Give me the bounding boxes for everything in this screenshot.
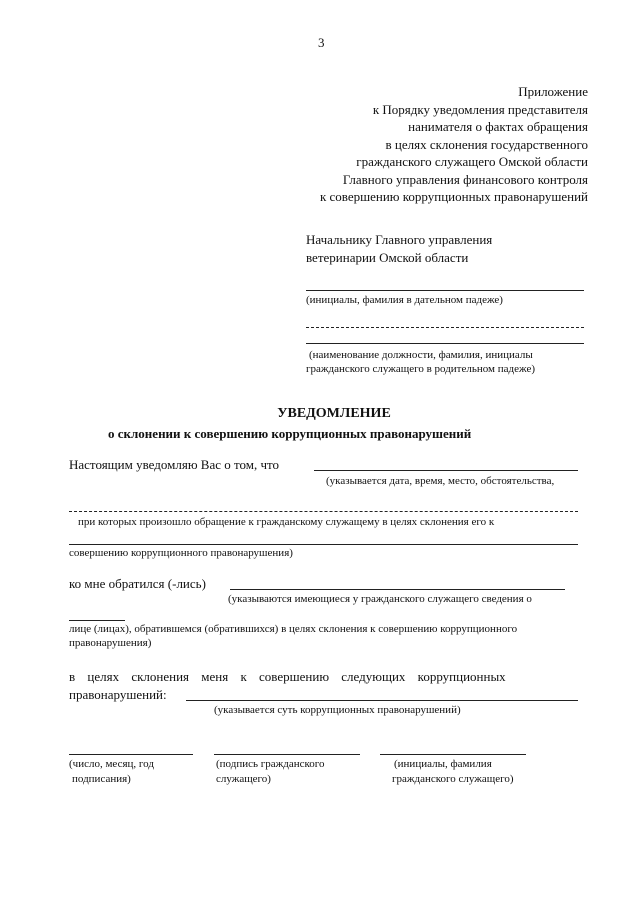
circumstances-line-2 [69,511,578,512]
addressee-line-2: ветеринарии Омской области [306,250,469,265]
circumstances-line-3 [69,544,578,545]
name-line [380,754,526,755]
approacher-hint: (указываются имеющиеся у гражданского служащего сведения о [228,593,532,605]
appendix-line: гражданского служащего Омской области [356,154,588,169]
circumstances-hint: (указывается дата, время, место, обстоятельства, [326,475,555,487]
approached-by-label: ко мне обратился (-лись) [69,576,206,591]
addressee-position-line-1 [306,327,584,328]
approacher-line-2 [69,620,125,621]
document-subtitle: о склонении к совершению коррупционных правонарушений [108,426,472,441]
approacher-hint-2: лице (лицах), обратившемся (обратившихся) в целях склонения к совершению коррупционного [69,623,518,635]
circumstances-hint-2: при которых произошло обращение к гражданскому служащему в целях склонения его к [78,516,495,528]
addressee-position-hint-1: (наименование должности, фамилия, инициалы [309,349,533,361]
offenses-line [186,700,578,701]
approacher-hint-3: правонарушения) [69,637,152,649]
circumstances-line-1 [314,470,578,471]
date-hint-1: (число, месяц, год [69,758,154,770]
appendix-header [320,83,588,206]
page-number: 3 [318,35,325,50]
addressee-name-line [306,290,584,291]
offenses-hint: (указывается суть коррупционных правонарушений) [214,704,461,716]
name-hint-2: гражданского служащего) [392,773,514,785]
name-hint-1: (инициалы, фамилия [394,758,492,770]
appendix-line: к Порядку уведомления представителя [372,101,588,117]
appendix-line: Главного управления финансового контроля [342,171,588,187]
appendix-line: Приложение [518,84,588,99]
signature-hint-2: служащего) [216,773,271,785]
document-title: УВЕДОМЛЕНИЕ [277,406,391,421]
addressee-position-hint-2: гражданского служащего в родительном падеже) [306,363,536,375]
addressee-name-hint: (инициалы, фамилия в дательном падеже) [306,294,503,306]
appendix-line: в целях склонения государственного [385,136,588,152]
date-hint-2: подписания) [72,773,131,785]
purpose-text-line-2: правонарушений: [69,687,167,702]
addressee-line-1: Начальнику Главного управления [306,232,493,247]
signature-hint-1: (подпись гражданского [216,758,325,770]
signature-line [214,754,360,755]
notice-intro: Настоящим уведомляю Вас о том, что [69,457,280,472]
addressee-position-line-2 [306,343,584,344]
appendix-line: нанимателя о фактах обращения [408,119,588,134]
appendix-line: к совершению коррупционных правонарушений [319,189,588,204]
approacher-line-1 [230,589,565,590]
circumstances-hint-3: совершению коррупционного правонарушения) [69,547,293,559]
date-line [69,754,193,755]
purpose-text-line-1: в целях склонения меня к совершению следующих коррупционных [69,669,506,684]
